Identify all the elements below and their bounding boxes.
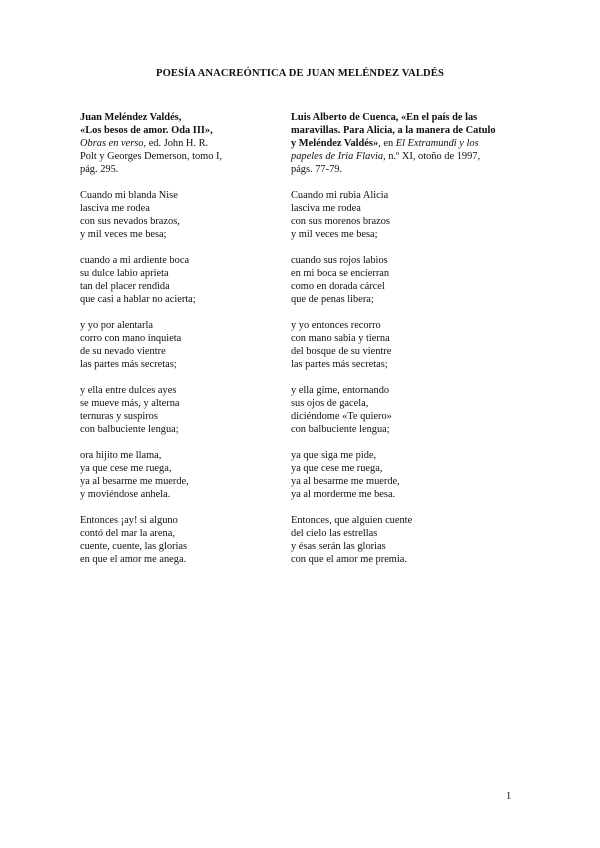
left-stanza-3 <box>80 319 270 371</box>
left-stanza-1 <box>80 189 270 241</box>
poem-line: cuando sus rojos labios <box>291 255 388 266</box>
poem-line: del bosque de su vientre <box>291 346 392 357</box>
poem-line: y mil veces me besa; <box>80 229 167 240</box>
poem-line: contó del mar la arena, <box>80 528 175 539</box>
poem-line: en mi boca se encierran <box>291 268 390 279</box>
page-number: 1 <box>506 791 512 802</box>
poem-line: ora hijito me llama, <box>80 450 162 461</box>
poem-line: con balbuciente lengua; <box>80 424 179 435</box>
left-edition-line-1 <box>80 137 270 150</box>
poem-line: sus ojos de gacela, <box>291 398 369 409</box>
right-source-line-1: Luis Alberto de Cuenca, «En el país de las <box>291 112 478 123</box>
poem-line: que de penas libera; <box>291 294 374 305</box>
poem-line: ya que cese me ruega, <box>291 463 383 474</box>
right-stanza-5 <box>291 449 526 501</box>
poem-line: que casi a hablar no acierta; <box>80 294 196 305</box>
poem-line: con balbuciente lengua; <box>291 424 390 435</box>
right-source-line-5: págs. 77-79. <box>291 164 343 175</box>
poem-line: su dulce labio aprieta <box>80 268 169 279</box>
poem-line: y ella entre dulces ayes <box>80 385 177 396</box>
poem-line: ya al besarme me muerde, <box>80 476 189 487</box>
left-author: Juan Meléndez Valdés, <box>80 112 182 123</box>
right-stanza-2 <box>291 254 526 306</box>
right-source-line-3 <box>291 137 526 150</box>
right-source-journal-2: papeles de Iria Flavia <box>291 151 384 162</box>
poem-line: lasciva me rodea <box>291 203 361 214</box>
left-stanza-4 <box>80 384 270 436</box>
poem-line: Entonces ¡ay! si alguno <box>80 515 178 526</box>
poem-line: en que el amor me anega. <box>80 554 187 565</box>
poem-line: y ella gime, entornando <box>291 385 390 396</box>
left-edition-title: Obras en verso <box>80 138 144 149</box>
poem-line: con sus nevados brazos, <box>80 216 180 227</box>
left-stanza-5 <box>80 449 270 501</box>
poem-line: ya que cese me ruega, <box>80 463 172 474</box>
poem-line: Cuando mi rubia Alicia <box>291 190 389 201</box>
poem-line: Entonces, que alguien cuente <box>291 515 413 526</box>
left-edition-line-3: pág. 295. <box>80 164 119 175</box>
right-poem-column <box>291 111 526 579</box>
right-source-line-2: maravillas. Para Alicia, a la manera de Catulo <box>291 125 496 136</box>
poem-line: y mil veces me besa; <box>291 229 378 240</box>
right-stanza-3 <box>291 319 526 371</box>
poem-line: y ésas serán las glorias <box>291 541 386 552</box>
right-source-bold-end: y Meléndez Valdés» <box>291 138 379 149</box>
right-source-citation <box>291 111 526 176</box>
left-source-citation <box>80 111 270 176</box>
poem-line: tan del placer rendida <box>80 281 170 292</box>
poem-line: y yo por alentarla <box>80 320 153 331</box>
poem-line: como en dorada cárcel <box>291 281 385 292</box>
right-stanza-4 <box>291 384 526 436</box>
poem-line: ternuras y suspiros <box>80 411 158 422</box>
page-title: POESÍA ANACREÓNTICA DE JUAN MELÉNDEZ VALDÉS <box>156 68 444 79</box>
left-stanza-2 <box>80 254 270 306</box>
right-stanza-6 <box>291 514 526 566</box>
poem-line: con sus morenos brazos <box>291 216 390 227</box>
poem-line: y moviéndose anhela. <box>80 489 171 500</box>
poem-line: las partes más secretas; <box>291 359 388 370</box>
right-source-line-4 <box>291 150 526 163</box>
right-source-issue: , n.º XI, otoño de 1997, <box>383 151 481 162</box>
poem-line: ya al besarme me muerde, <box>291 476 400 487</box>
poem-line: y yo entonces recorro <box>291 320 381 331</box>
poem-line: ya que siga me pide, <box>291 450 377 461</box>
poem-line: las partes más secretas; <box>80 359 177 370</box>
left-stanza-6 <box>80 514 270 566</box>
poem-line: cuando a mi ardiente boca <box>80 255 190 266</box>
poem-line: corro con mano inquieta <box>80 333 182 344</box>
poem-line: de su nevado vientre <box>80 346 166 357</box>
poem-line: cuente, cuente, las glorias <box>80 541 188 552</box>
poem-line: ya al morderme me besa. <box>291 489 396 500</box>
poem-line: Cuando mi blanda Nise <box>80 190 178 201</box>
right-source-journal-1: El Extramundi y los <box>395 138 479 149</box>
poem-line: del cielo las estrellas <box>291 528 378 539</box>
poem-line: lasciva me rodea <box>80 203 150 214</box>
left-poem-column <box>80 111 270 579</box>
poem-line: se mueve más, y alterna <box>80 398 180 409</box>
right-source-connector: , en <box>378 138 396 149</box>
poem-line: diciéndome «Te quiero» <box>291 411 392 422</box>
left-edition-line-2: Polt y Georges Demerson, tomo I, <box>80 151 223 162</box>
right-stanza-1 <box>291 189 526 241</box>
poem-line: con que el amor me premia. <box>291 554 407 565</box>
poem-line: con mano sabia y tierna <box>291 333 390 344</box>
left-edition-rest: , ed. John H. R. <box>143 138 209 149</box>
left-work-title: «Los besos de amor. Oda III», <box>80 125 213 136</box>
